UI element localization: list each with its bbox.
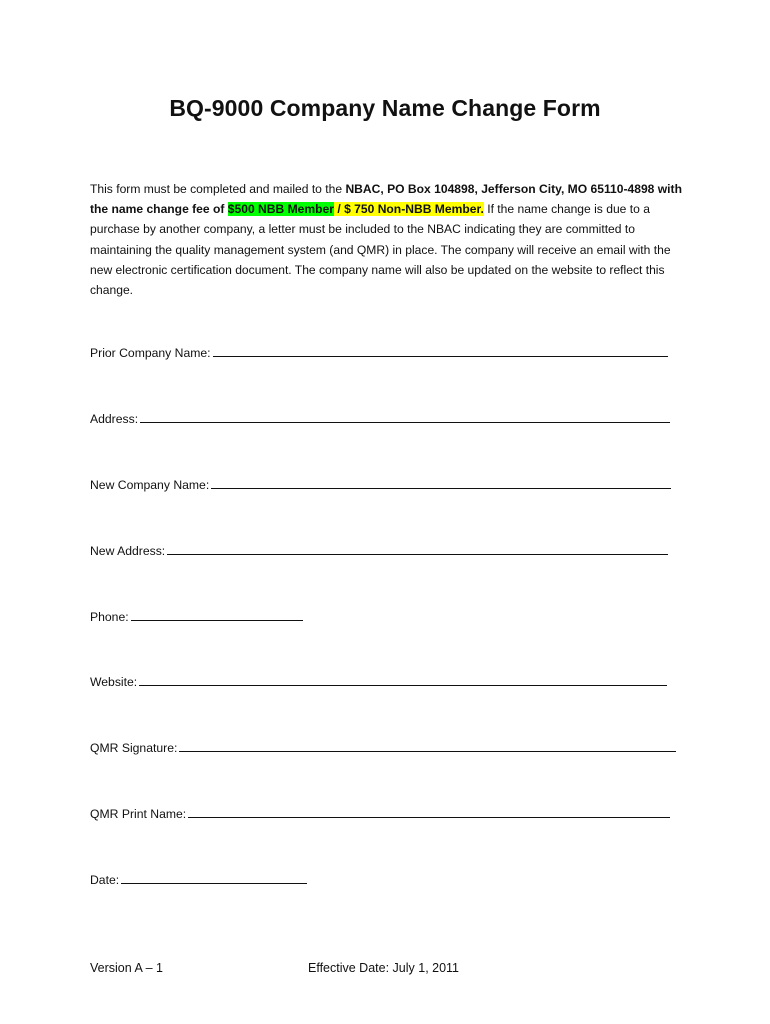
qmr-signature-label: QMR Signature:: [90, 741, 178, 755]
prior-company-name-field[interactable]: [90, 345, 668, 360]
form-instructions: [90, 179, 685, 300]
address-label: Address:: [90, 412, 139, 426]
phone-line[interactable]: [131, 609, 303, 621]
instructions-text: This form must be completed and mailed to the: [90, 182, 346, 196]
address-line[interactable]: [140, 411, 670, 423]
new-address-label: New Address:: [90, 544, 166, 558]
new-address-line[interactable]: [167, 543, 668, 555]
effective-date-label: Effective Date: July 1, 2011: [308, 961, 460, 975]
new-company-name-line[interactable]: [211, 477, 671, 489]
qmr-print-name-line[interactable]: [188, 806, 670, 818]
non-member-fee-highlight: / $ 750 Non-NBB Member.: [333, 202, 484, 217]
form-title: BQ-9000 Company Name Change Form: [169, 95, 601, 121]
website-label: Website:: [90, 675, 138, 689]
qmr-signature-field[interactable]: [90, 740, 676, 755]
qmr-signature-line[interactable]: [179, 740, 676, 752]
qmr-print-name-label: QMR Print Name:: [90, 807, 187, 821]
mailing-address-and-fee: NBAC, PO Box 104898, Jefferson City, MO 65110-4898 with the name change fee of: [90, 182, 682, 217]
member-fee-highlight: $500 NBB Member: [227, 202, 334, 217]
prior-company-name-line[interactable]: [213, 345, 668, 357]
date-field[interactable]: [90, 872, 307, 887]
website-line[interactable]: [139, 674, 667, 686]
instructions-details: If the name change is due to a purchase by another company, a letter must be included to the NBAC indicating they are committed to maintaining the quality management system (and QMR) in place. The company will receive an email with the new electronic certification document. The company name will also be updated on the website to reflect this change.: [90, 202, 671, 298]
website-field[interactable]: [90, 674, 667, 689]
address-field[interactable]: [90, 411, 670, 426]
new-company-name-field[interactable]: [90, 477, 671, 492]
date-label: Date:: [90, 873, 120, 887]
date-line[interactable]: [121, 872, 307, 884]
new-address-field[interactable]: [90, 543, 668, 558]
prior-company-name-label: Prior Company Name:: [90, 346, 211, 360]
phone-field[interactable]: [90, 609, 303, 624]
phone-label: Phone:: [90, 610, 129, 624]
new-company-name-label: New Company Name:: [90, 478, 210, 492]
version-label: Version A – 1: [90, 961, 163, 975]
qmr-print-name-field[interactable]: [90, 806, 670, 821]
